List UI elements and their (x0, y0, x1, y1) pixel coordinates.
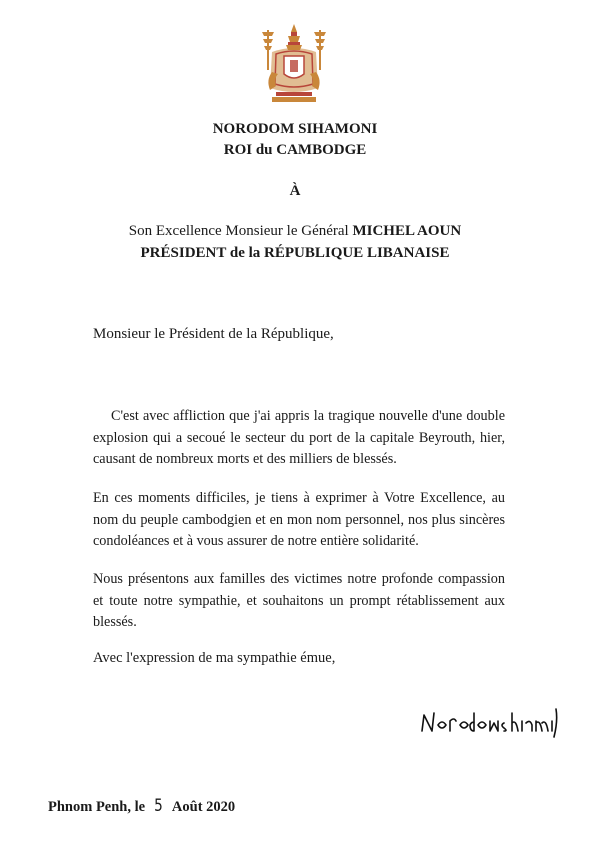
to-marker: À (289, 183, 301, 199)
place: Phnom Penh, le (48, 799, 146, 815)
recipient-prefix: Son Excellence Monsieur le Général (128, 223, 349, 239)
salutation: Monsieur le Président de la République, (93, 326, 334, 342)
handwritten-signature (418, 703, 560, 739)
date-month-year: Août 2020 (171, 799, 236, 815)
sender-title: ROI du CAMBODGE (223, 142, 367, 158)
paragraph-3: Nous présentons aux familles des victimes notre profonde compassion et toute notre sympathie, et souhaitons un prompt rétablissement aux blessés. (93, 571, 505, 630)
paragraph-2: En ces moments difficiles, je tiens à exprimer à Votre Excellence, au nom du peuple cambodgien et en mon nom personnel, nos plus sincères condoléances et à vous assurer de notre entière solidarité. (93, 490, 505, 549)
recipient-title: PRÉSIDENT de la RÉPUBLIQUE LIBANAISE (140, 245, 450, 261)
sender-name: NORODOM SIHAMONI (212, 121, 378, 137)
paragraph-1: C'est avec affliction que j'ai appris la tragique nouvelle d'une double explosion qui a secoué le secteur du port de la capitale Beyrouth, hier, causant de nombreux morts et des milliers de blessés. (93, 408, 505, 467)
date-day: 5 (154, 796, 163, 816)
place-and-date (48, 796, 235, 816)
recipient-name: MICHEL AOUN (352, 223, 462, 239)
royal-coat-of-arms-icon (258, 22, 330, 106)
closing-line: Avec l'expression de ma sympathie émue, (93, 650, 336, 666)
recipient-line (0, 223, 590, 240)
